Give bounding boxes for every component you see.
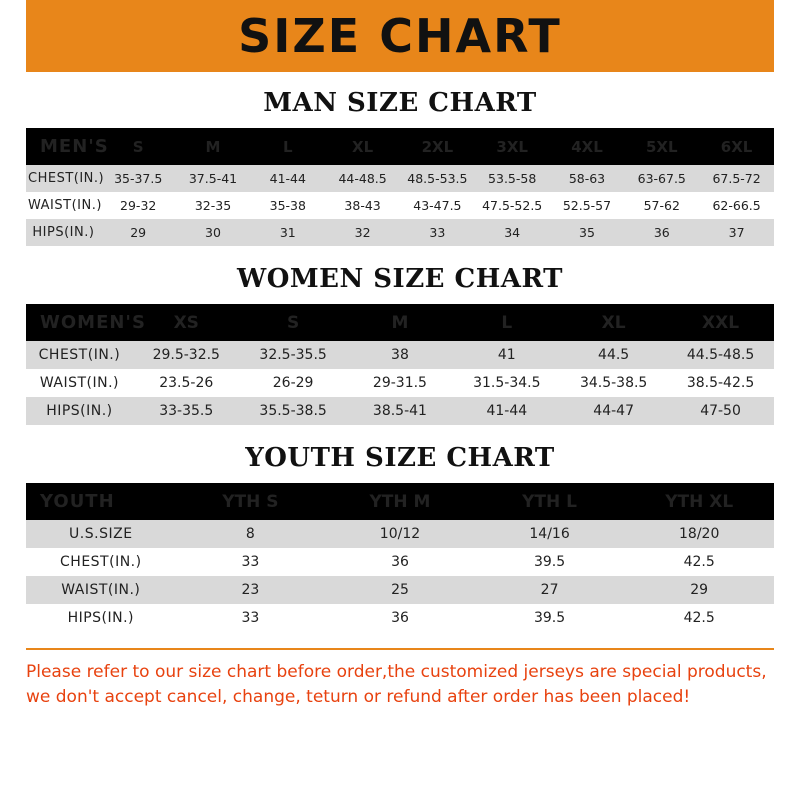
- table-header-row: [26, 304, 774, 341]
- table-cell: 41-44: [486, 403, 528, 419]
- table-cell: 35: [579, 225, 595, 240]
- table-cell: 34: [504, 225, 521, 240]
- table-cell: 29.5-32.5: [152, 347, 220, 363]
- table-cell: 36: [391, 610, 409, 626]
- table-cell: 44.5: [598, 347, 630, 363]
- table-row: [26, 548, 774, 576]
- page-content: [0, 88, 800, 709]
- table-cell: 52.5-57: [562, 198, 612, 213]
- table-row: [26, 341, 774, 369]
- table-row: [26, 576, 774, 604]
- table-cell: 32-35: [194, 198, 232, 213]
- table-row: [26, 165, 774, 192]
- column-header-5xl: 5XL: [645, 137, 678, 156]
- table-header-row: [26, 128, 774, 165]
- row-label-chest: CHEST(IN.): [60, 554, 142, 570]
- row-label-chest: CHEST(IN.): [38, 347, 121, 363]
- table-cell: 34.5-38.5: [579, 375, 648, 391]
- table-cell: 43-47.5: [413, 198, 462, 213]
- column-header-s: S: [132, 137, 144, 156]
- row-label-hips: HIPS(IN.): [46, 403, 113, 419]
- column-header-yth-m: YTH M: [369, 491, 431, 512]
- table-cell: 29: [690, 582, 709, 598]
- column-header-3xl: 3XL: [496, 137, 528, 156]
- table-cell: 44.5-48.5: [686, 347, 755, 363]
- table-cell: 42.5: [683, 554, 715, 570]
- row-label-waist: WAIST(IN.): [39, 375, 120, 391]
- women-table-header: [26, 304, 774, 341]
- column-header-xs: XS: [173, 312, 199, 333]
- table-header-row: [26, 483, 774, 520]
- youth-table-header: [26, 483, 774, 520]
- table-cell: 33: [241, 554, 260, 570]
- table-cell: 29: [130, 225, 147, 240]
- table-cell: 44-47: [593, 403, 634, 419]
- table-cell: 47.5-52.5: [482, 198, 543, 213]
- column-header-2xl: 2XL: [421, 137, 454, 156]
- footer-note: [26, 648, 774, 709]
- women-size-table: [26, 304, 774, 425]
- footer-note-line-1: Please refer to our size chart before order,the customized jerseys are special products,: [26, 662, 767, 682]
- man-table-header: [26, 128, 774, 165]
- table-cell: 14/16: [529, 526, 570, 542]
- table-cell: 48.5-53.5: [407, 171, 468, 186]
- table-row: [26, 192, 774, 219]
- table-cell: 35.5-38.5: [259, 403, 327, 419]
- row-label-chest: CHEST(IN.): [28, 171, 105, 186]
- column-header-l: L: [501, 312, 513, 333]
- table-cell: 8: [245, 526, 255, 542]
- table-cell: 32.5-35.5: [259, 347, 327, 363]
- column-header-yth-l: YTH L: [522, 491, 578, 512]
- table-cell: 35-38: [269, 198, 306, 213]
- page-banner: [0, 0, 800, 72]
- column-header-yth-s: YTH S: [222, 491, 279, 512]
- footer-note-line-2: we don't accept cancel, change, teturn or refund after order has been placed!: [26, 686, 691, 707]
- page-title: SIZE CHART: [238, 9, 562, 63]
- table-cell: 29-32: [120, 198, 157, 213]
- table-cell: 39.5: [533, 554, 566, 570]
- table-cell: 33: [241, 610, 260, 626]
- table-cell: 63-67.5: [637, 171, 686, 186]
- column-header-youth: YOUTH: [40, 491, 115, 512]
- table-cell: 33-35.5: [159, 403, 214, 419]
- table-cell: 36: [653, 225, 670, 240]
- table-cell: 23.5-26: [159, 375, 214, 391]
- table-row: [26, 219, 774, 246]
- row-label-hips: HIPS(IN.): [32, 225, 95, 240]
- table-cell: 58-63: [568, 171, 606, 186]
- column-header-womens: WOMEN'S: [40, 312, 146, 333]
- row-label-waist: WAIST(IN.): [28, 198, 102, 213]
- column-header-4xl: 4XL: [571, 137, 603, 156]
- table-cell: 26-29: [272, 375, 314, 391]
- table-cell: 10/12: [379, 526, 421, 542]
- table-cell: 29-31.5: [372, 375, 427, 391]
- women-table-body: [26, 341, 774, 425]
- table-cell: 42.5: [683, 610, 715, 626]
- table-cell: 23: [241, 582, 260, 598]
- table-cell: 37.5-41: [188, 171, 238, 186]
- table-cell: 25: [391, 582, 409, 598]
- column-header-xl: XL: [352, 137, 374, 156]
- table-cell: 37: [728, 225, 745, 240]
- column-header-s: S: [286, 312, 300, 333]
- column-header-xxl: XXL: [702, 312, 740, 333]
- table-cell: 31.5-34.5: [473, 375, 541, 391]
- table-cell: 35-37.5: [114, 171, 163, 186]
- man-table-body: [26, 165, 774, 246]
- table-cell: 38: [391, 347, 409, 363]
- table-row: [26, 397, 774, 425]
- column-header-l: L: [283, 137, 293, 156]
- row-label-hips: HIPS(IN.): [67, 610, 135, 626]
- youth-table-body: [26, 520, 774, 632]
- table-cell: 67.5-72: [712, 171, 761, 186]
- table-cell: 33: [429, 225, 446, 240]
- column-header-m: M: [391, 312, 409, 333]
- table-cell: 57-62: [643, 198, 680, 213]
- table-cell: 41-44: [269, 171, 306, 186]
- table-cell: 38.5-42.5: [686, 375, 755, 391]
- row-label-waist: WAIST(IN.): [61, 582, 141, 598]
- table-cell: 30: [205, 225, 221, 240]
- section-title-man: MAN SIZE CHART: [263, 88, 537, 118]
- column-header-m: M: [205, 137, 221, 156]
- column-header-mens: MEN'S: [40, 136, 109, 157]
- table-cell: 53.5-58: [488, 171, 537, 186]
- youth-size-table: [26, 483, 774, 632]
- section-title-youth: YOUTH SIZE CHART: [245, 443, 555, 473]
- table-cell: 38.5-41: [372, 403, 427, 419]
- table-cell: 38-43: [344, 198, 381, 213]
- table-cell: 27: [540, 582, 559, 598]
- table-cell: 31: [279, 225, 296, 240]
- table-cell: 18/20: [679, 526, 720, 542]
- man-size-table: [26, 128, 774, 246]
- table-cell: 39.5: [533, 610, 566, 626]
- table-cell: 32: [354, 225, 371, 240]
- table-cell: 44-48.5: [338, 171, 387, 186]
- table-cell: 36: [391, 554, 409, 570]
- row-label-us-size: U.S.SIZE: [69, 526, 133, 542]
- table-cell: 41: [497, 347, 516, 363]
- column-header-yth-xl: YTH XL: [665, 491, 734, 512]
- table-cell: 62-66.5: [712, 198, 761, 213]
- table-row: [26, 604, 774, 632]
- column-header-6xl: 6XL: [720, 137, 753, 156]
- section-title-women: WOMEN SIZE CHART: [237, 264, 563, 294]
- table-row: [26, 520, 774, 548]
- table-cell: 47-50: [700, 403, 741, 419]
- table-row: [26, 369, 774, 397]
- column-header-xl: XL: [601, 312, 626, 333]
